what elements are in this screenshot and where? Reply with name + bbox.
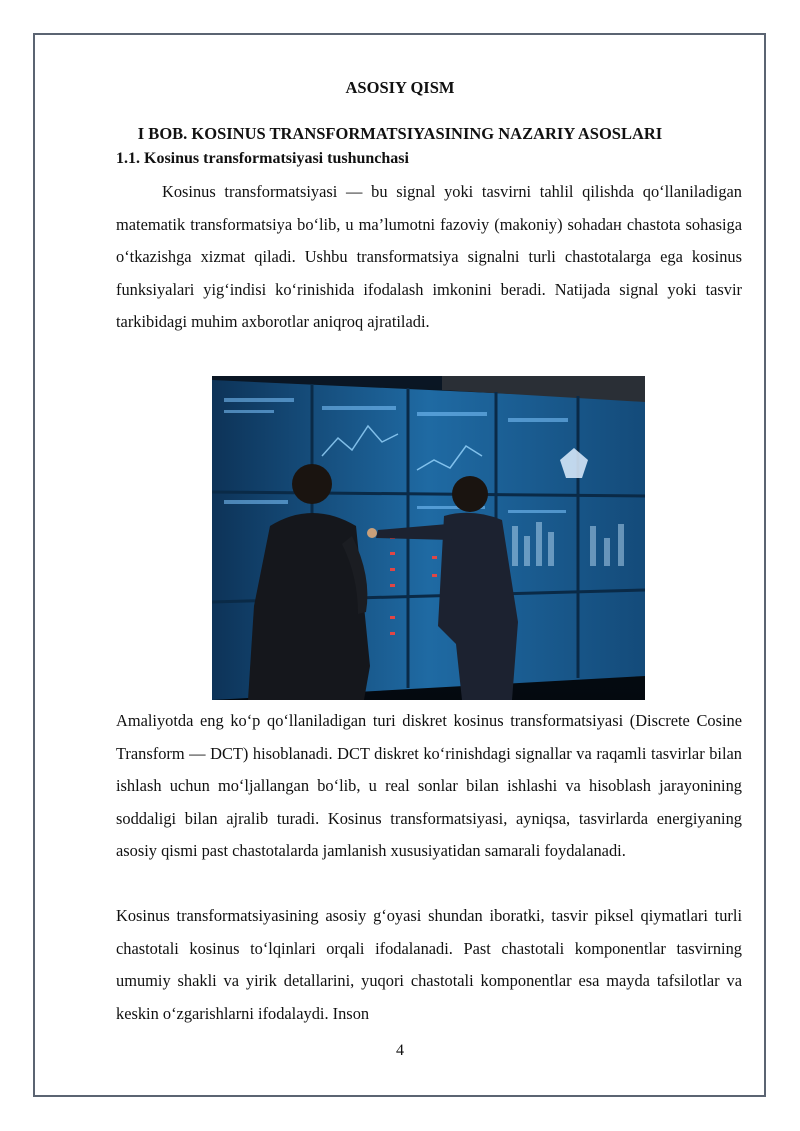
paragraph-dct: Amaliyotda eng ko‘p qo‘llaniladigan turi diskret kosinus transformatsiyasi (Discrete Cosine Transform — DCT) hisoblanadi. DCT diskret ko‘rinishdagi signallar va raqamli tasvirlar bilan ishlash uchun mo‘ljallangan bo‘lib, u real sonlar bilan ishlashi va hisoblash jarayonining soddaligi bilan ajralib turadi. Kosinus transformatsiyasi, ayniqsa, tasvirlarda energiyaning asosiy qismi past chastotalarda jamlanish xususiyatidan samarali foydalanadi. (116, 711, 742, 861)
photo-data-wall (212, 376, 645, 700)
main-heading: ASOSIY QISM (345, 78, 455, 97)
paragraph-idea: Kosinus transformatsiyasining asosiy g‘oyasi shundan iboratki, tasvir piksel qiymatlari turli chastotali kosinus to‘lqinlari orqali ifodalanadi. Past chastotali komponentlar tasvirning umumiy shakli va yirik detallarini, yuqori chastotali komponentlar esa mayda tafsilotlar va keskin o‘zgarishlarni ifodalaydi. Inson (116, 906, 742, 1023)
paragraph-intro: Kosinus transformatsiyasi — bu signal yoki tasvirni tahlil qilishda qo‘llaniladigan matematik transformatsiya bo‘lib, u ma’lumotni fazoviy (makoniy) sohadан chastota sohasiga o‘tkazishga xizmat qiladi. Ushbu transformatsiya signalni turli chastotalarga ega kosinus funksiyalari yig‘indisi ko‘rinishida ifodalash imkonini beradi. Natijada signal yoki tasvir tarkibidagi muhim axborotlar aniqroq ajratiladi. (116, 182, 742, 332)
chapter-heading: I BOB. KOSINUS TRANSFORMATSIYASINING NAZARIY ASOSLARI (137, 124, 663, 143)
section-heading: 1.1. Kosinus transformatsiyasi tushunchasi (116, 150, 409, 167)
page-number: 4 (396, 1042, 404, 1059)
